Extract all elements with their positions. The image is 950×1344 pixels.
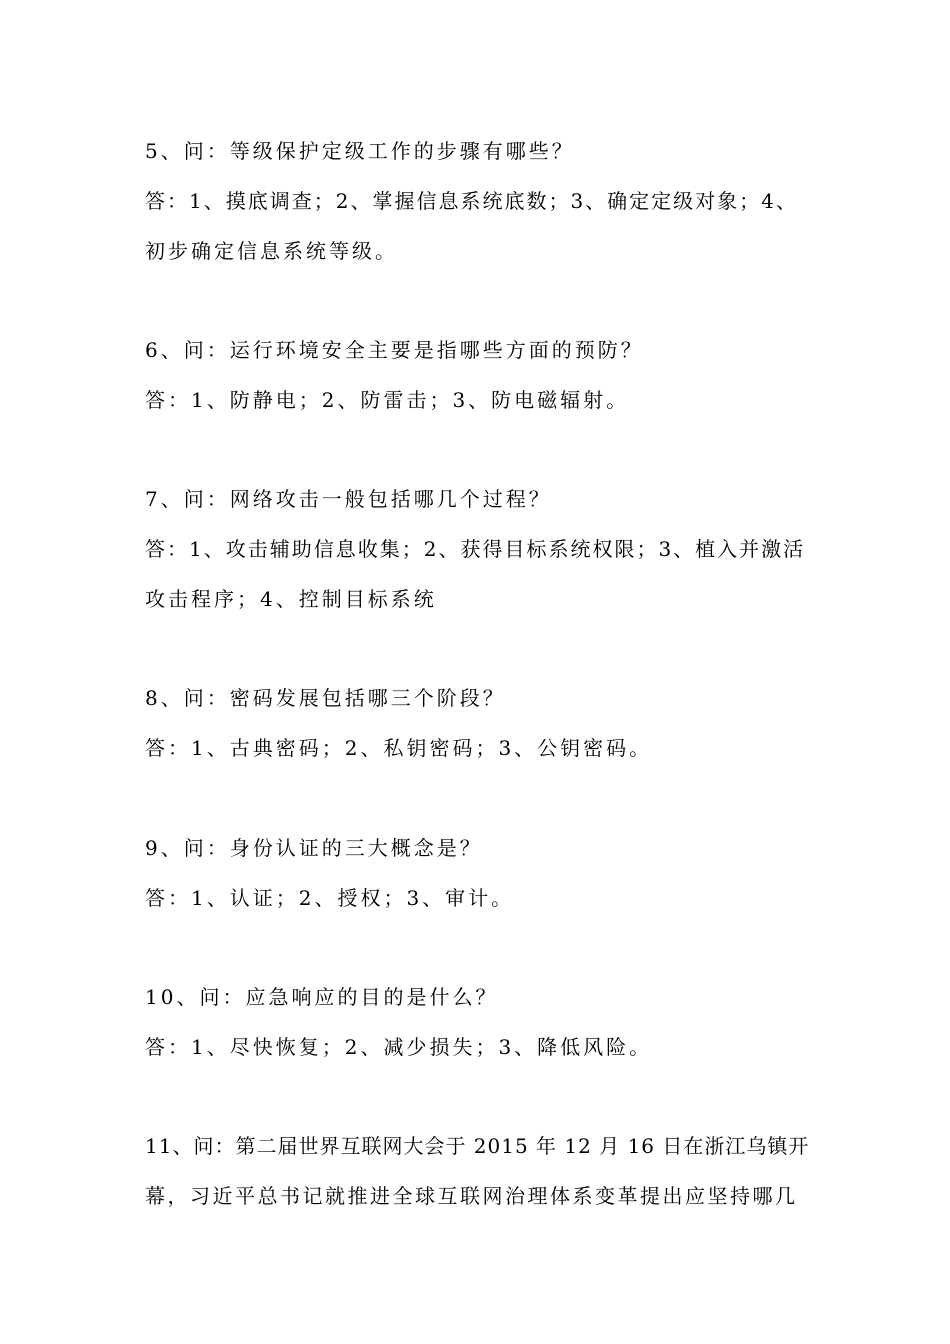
- question-text: 7、问：网络攻击一般包括哪几个过程？: [145, 487, 552, 511]
- qa-item-8: [145, 673, 810, 773]
- answer-line: 答：1、古典密码；2、私钥密码；3、公钥密码。: [145, 736, 653, 760]
- qa-item-11: [145, 1121, 810, 1221]
- question-text: 8、问：密码发展包括哪三个阶段？: [145, 686, 506, 710]
- question-text: 6、问：运行环境安全主要是指哪些方面的预防？: [145, 338, 644, 362]
- question-text: 5、问：等级保护定级工作的步骤有哪些？: [145, 139, 575, 163]
- qa-item-6: [145, 325, 810, 425]
- qa-item-5: [145, 126, 810, 276]
- answer-line: 攻击程序；4、控制目标系统: [145, 587, 437, 611]
- question-text: 10、问：应急响应的目的是什么？: [145, 985, 499, 1009]
- answer-line: 答：1、尽快恢复；2、减少损失；3、降低风险。: [145, 1035, 653, 1059]
- answer-line: 答：1、认证；2、授权；3、审计。: [145, 886, 515, 910]
- answer-line: 初步确定信息系统等级。: [145, 239, 398, 263]
- question-text: 11、问：第二届世界互联网大会于 2015 年 12 月 16 日在浙江乌镇开: [145, 1134, 810, 1158]
- question-text: 9、问：身份认证的三大概念是？: [145, 836, 483, 860]
- question-continuation: 幕，习近平总书记就推进全球互联网治理体系变革提出应坚持哪几: [145, 1184, 798, 1208]
- answer-line: 答：1、防静电；2、防雷击；3、防电磁辐射。: [145, 388, 630, 412]
- qa-item-7: [145, 474, 810, 624]
- qa-item-10: [145, 972, 810, 1072]
- answer-line: 答：1、攻击辅助信息收集；2、获得目标系统权限；3、植入并激活: [145, 537, 806, 561]
- answer-line: 答：1、摸底调查；2、掌握信息系统底数；3、确定定级对象；4、: [145, 189, 798, 213]
- qa-item-9: [145, 823, 810, 923]
